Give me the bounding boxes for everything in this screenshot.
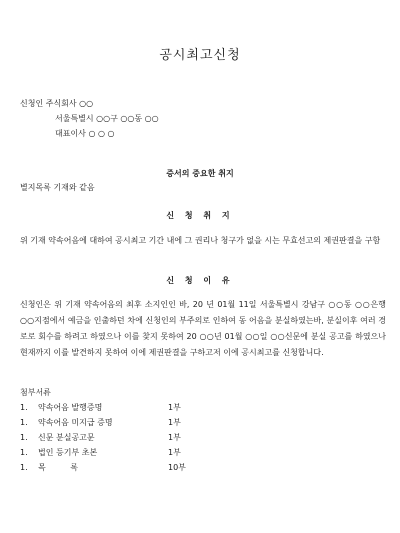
attachments-list	[20, 385, 198, 475]
certificate-text: 별지목록 기재와 같음	[20, 183, 95, 192]
attachment-quantity: 10부	[168, 463, 186, 472]
attachments-header: 첨부서류	[20, 388, 51, 397]
reason-heading: 신 청 이 유	[166, 276, 234, 285]
attachment-quantity: 1부	[168, 433, 181, 442]
attachment-quantity: 1부	[168, 448, 181, 457]
applicant-name: 신청인 주식회사 ○○	[20, 99, 94, 108]
attachment-number: 1.	[20, 463, 28, 472]
attachment-item	[20, 460, 198, 475]
attachment-number: 1.	[20, 448, 28, 457]
attachment-number: 1.	[20, 403, 28, 412]
attachment-item	[20, 445, 198, 460]
reason-text: 신청인은 위 기재 약속어음의 최후 소지인인 바, 20 년 01월 11일 서울특별시 강남구 ○○동 ○○은행 ○○지점에서 예금을 인출하던 차에 신청인의 부주의로 인하여 동 어음을 분실하였는바, 분실이후 여러 경로로 회수를 하려고 하였으나 이를 찾지 못하여 20 ○○년 01월 ○○일 ○○신문에 분실 공고를 하였으나 현재까지 이를 발견하지 못하여 이에 제권판결을 구하고저 이에 공시최고를 신청합니다.	[20, 300, 386, 357]
attachment-quantity: 1부	[168, 403, 181, 412]
attachment-number: 1.	[20, 418, 28, 427]
attachment-name: 법인 등기부 초본	[38, 448, 98, 457]
attachment-item	[20, 415, 198, 430]
purpose-heading: 신 청 취 지	[166, 211, 234, 220]
document-title: 공시최고신청	[159, 48, 241, 63]
certificate-heading: 증서의 중요한 취지	[166, 169, 234, 178]
applicant-representative: 대표이사 ○ ○ ○	[55, 129, 115, 138]
applicant-address: 서울특별시 ○○구 ○○동 ○○	[55, 114, 159, 123]
attachment-name: 약속어음 미지급 증명	[38, 418, 113, 427]
attachment-number: 1.	[20, 433, 28, 442]
purpose-text: 위 기재 약속어음에 대하여 공시최고 기간 내에 그 권리나 청구가 없을 시는 무효선고의 제권판결을 구함	[20, 236, 381, 245]
attachment-quantity: 1부	[168, 418, 181, 427]
attachment-name: 약속어음 발행증명	[38, 403, 103, 412]
attachment-item	[20, 430, 198, 445]
attachment-name: 목 록	[38, 463, 78, 472]
attachment-item	[20, 400, 198, 415]
attachment-name: 신문 분실공고문	[38, 433, 95, 442]
